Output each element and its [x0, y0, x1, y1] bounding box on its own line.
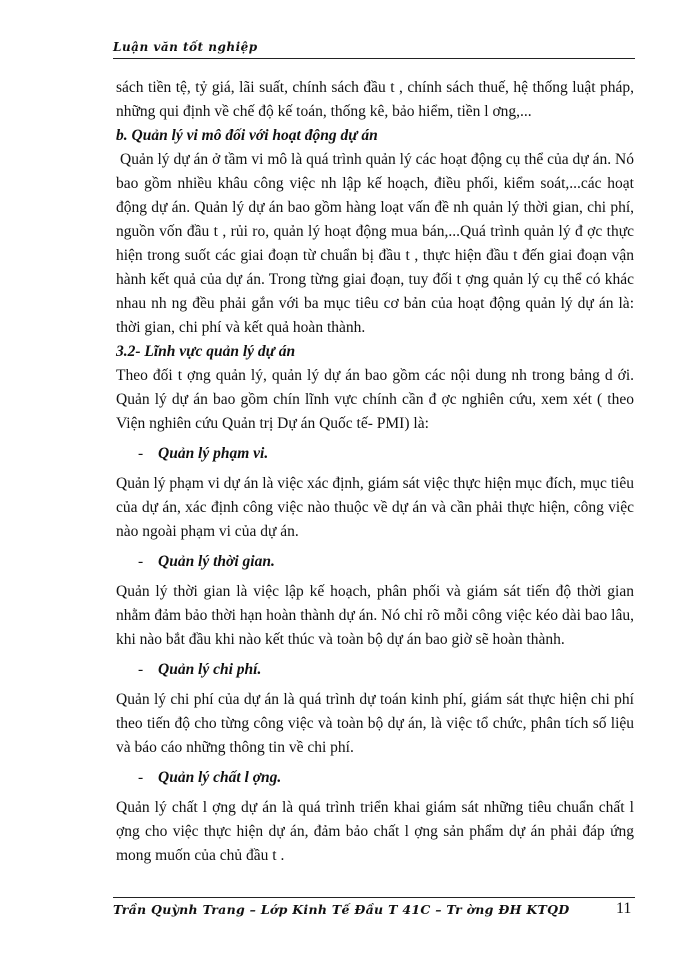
bullet-label: Quản lý chi phí. [158, 661, 262, 678]
paragraph-time: Quản lý thời gian là việc lập kế hoạch, phân phối và giám sát tiến độ thời gian nhằm đảm bảo thời hạn hoàn thành dự án. Nó chỉ rõ mỗi công việc kéo dài bao lâu, khi nào bắt đầu khi nào kết thúc và toàn bộ dự án bao giờ sẽ hoàn thành. [116, 583, 634, 648]
paragraph-intro-areas: Theo đối t ợng quản lý, quản lý dự án bao gồm các nội dung nh trong bảng d ới. Quản lý dự án bao gồm chín lĩnh vực chính cần đ ợc nghiên cứu, xem xét ( theo Viện nghiên cứu Quản trị Dự án Quốc tế- PMI) là: [116, 367, 634, 432]
paragraph-micro-management: Quản lý dự án ở tầm vi mô là quá trình quản lý các hoạt động cụ thể của dự án. Nó bao gồm nhiều khâu công việc nh lập kế hoạch, điều phối, kiểm soát,...các hoạt động dự án. Quản lý dự án bao gồm hàng loạt vấn đề nh quản lý thời gian, chi phí, nguồn vốn đầu t , rủi ro, quản lý hoạt động mua bán,...Quá trình quản lý đ ợc thực hiện trong suốt các giai đoạn từ chuẩn bị đầu t , thực hiện đầu t đến giai đoạn vận hành kết quả của dự án. Trong từng giai đoạn, tuy đối t ợng quản lý cụ thể có khác nhau nh ng đều phải gắn với ba mục tiêu cơ bản của hoạt động quản lý dự án là: thời gian, chi phí và kết quả hoàn thành. [116, 151, 634, 336]
paragraph-cost: Quản lý chi phí của dự án là quá trình dự toán kinh phí, giám sát thực hiện chi phí theo tiến độ cho từng công việc và toàn bộ dự án, là việc tổ chức, phân tích số liệu và báo cáo những thông tin về chi phí. [116, 691, 634, 756]
bullet-label: Quản lý thời gian. [158, 553, 275, 570]
page-number: 11 [616, 900, 632, 917]
dash-bullet: - [138, 553, 144, 570]
running-header: Luận văn tốt nghiệp [113, 40, 258, 54]
bullet-label: Quản lý chất l ợng. [158, 769, 282, 786]
paragraph-scope: Quản lý phạm vi dự án là việc xác định, giám sát việc thực hiện mục đích, mục tiêu của dự án, xác định công việc nào thuộc về dự án và cần phải thực hiện, công việc nào ngoài phạm vi của dự án. [116, 475, 634, 540]
bullet-cost [138, 658, 634, 682]
running-footer: Trần Quỳnh Trang – Lớp Kinh Tế Đầu T 41C – Tr ờng ĐH KTQD [113, 902, 570, 917]
footer-rule [113, 897, 635, 898]
header-rule [113, 58, 635, 59]
page-body [116, 76, 634, 868]
paragraph-quality: Quản lý chất l ợng dự án là quá trình triển khai giám sát những tiêu chuẩn chất l ợng cho việc thực hiện dự án, đảm bảo chất l ợng sản phẩm dự án phải đáp ứng mong muốn của chủ đầu t . [116, 799, 634, 864]
bullet-label: Quản lý phạm vi. [158, 445, 269, 462]
bullet-time [138, 550, 634, 574]
bullet-scope [138, 442, 634, 466]
bullet-quality [138, 766, 634, 790]
dash-bullet: - [138, 769, 144, 786]
dash-bullet: - [138, 661, 144, 678]
dash-bullet: - [138, 445, 144, 462]
paragraph-continuation: sách tiền tệ, tỷ giá, lãi suất, chính sách đầu t , chính sách thuế, hệ thống luật pháp, những qui định về chế độ kế toán, thống kê, bảo hiểm, tiền l ơng,... [116, 79, 634, 120]
section-heading-3-2: 3.2- Lĩnh vực quản lý dự án [116, 343, 296, 360]
subheading-micro-management: b. Quản lý vi mô đối với hoạt động dự án [116, 127, 378, 144]
